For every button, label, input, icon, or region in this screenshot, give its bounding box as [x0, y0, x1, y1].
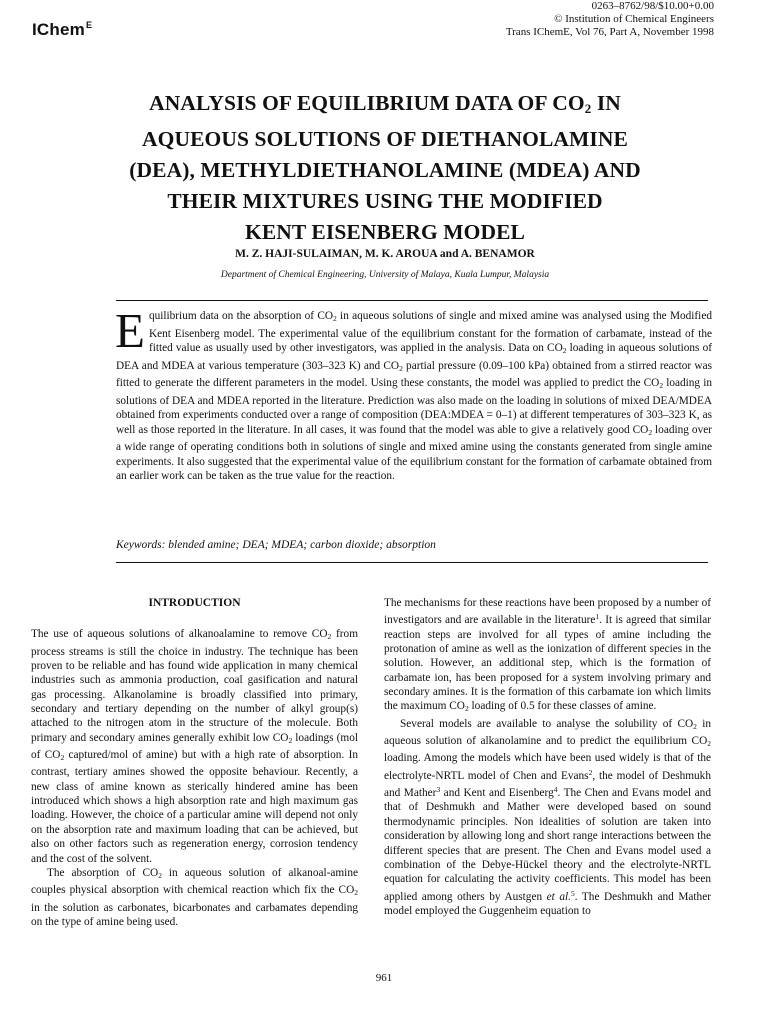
paper-title — [60, 88, 710, 248]
right-column — [384, 596, 711, 918]
title-line-2: AQUEOUS SOLUTIONS OF DIETHANOLAMINE — [142, 127, 628, 151]
page-number: 961 — [375, 972, 393, 984]
abstract-top-rule — [116, 300, 708, 301]
drop-cap: E — [115, 303, 145, 358]
intro-paragraph-4: Several models are available to analyse the solubility of $CO_2$ in aqueous solution of alkanolamine and to predict the equilibrium $CO_2$ loading. Among the models which have been used widely is that of the electrolyte-NRTL model of Chen and Evans$^2$, the model of Deshmukh and Mather$^3$ and Kent and Eisenberg$^4$. The Chen and Evans model and that of Deshmukh and Mather were developed based on sound thermodynamic principles. Non idealities of solution are taken into consideration by allowing long and short range interactions between the different species that are present. The Chen and Evans model used a combination of the Debye-Hückel theory and the electrolyte-NRTL equation for calculating the activity coefficients. This model has been applied among others by Austgen et al.$^5$. The Deshmukh and Mather model employed the Guggenheim equation to — [384, 717, 711, 917]
logo-text: IChem — [32, 20, 85, 39]
title-line-5: KENT EISENBERG MODEL — [245, 220, 525, 244]
affiliation: Department of Chemical Engineering, University of Malaya, Kuala Lumpur, Malaysia — [220, 270, 550, 280]
issn-line: 0263–8762/98/$10.00+0.00 — [591, 0, 714, 12]
abstract-bottom-rule — [116, 562, 708, 563]
logo-sup: E — [85, 20, 93, 30]
title-line-4: THEIR MIXTURES USING THE MODIFIED — [167, 189, 603, 213]
iche-logo — [32, 20, 92, 40]
copyright-line: © Institution of Chemical Engineers — [554, 13, 714, 25]
title-line-3: (DEA), METHYLDIETHANOLAMINE (MDEA) AND — [129, 158, 641, 182]
intro-paragraph-2: The absorption of $CO_2$ in aqueous solution of alkanoal-amine couples physical absorption with chemical reaction which fix the $CO_2$ in the solution as carbonates, bicarbonates and carbamates depending on the type of amine being used. — [31, 866, 358, 928]
keywords: Keywords: blended amine; DEA; MDEA; carbon dioxide; absorption — [116, 539, 436, 551]
publication-info — [506, 0, 714, 39]
section-heading-introduction: INTRODUCTION — [148, 597, 241, 609]
authors: M. Z. HAJI-SULAIMAN, M. K. AROUA and A. BENAMOR — [235, 248, 535, 260]
intro-paragraph-1: The use of aqueous solutions of alkanoalamine to remove $CO_2$ from process streams is still the choice in industry. The technique has been proven to be reliable and has found wide application in many chemical industries such as ammonia production, coal gasification and natural gas processing. Alkanolamine is broadly classified into primary, secondary and tertiary depending on the number of alkyl group(s) attached to the nitrogen atom in the structure of the molecule. Both primary and secondary amines generally exhibit low $CO_2$ loadings (mol of $CO_2$ captured/mol of amine) but with a high rate of absorption. In contrast, tertiary amines showed the opposite behaviour. Recently, a new class of amine known as sterically hindered amine has been introduced which shows a high absorption rate and high maximum gas loading. However, the choice of a particular amine will depend not only on the absorption rate and maximum loading that can be achieved, but also on other factors such as regeneration energy, corrosion tendency and the cost of the solvent. — [31, 628, 358, 865]
abstract: Equilibrium data on the absorption of $CO_2$ in aqueous solutions of single and mixed amine was analysed using the Modified Kent Eisenberg model. The experimental value of the equilibrium constant for the formation of carbamate, instead of the fitted value as usually used by other investigators, was applied in the analysis. Data on $CO_2$ loading in aqueous solutions of DEA and MDEA at various temperature (303–323 K) and $CO_2$ partial pressure (0.09–100 kPa) obtained from a stirred reactor was fitted to generate the different parameters in the model. Using these constants, the model was applied to predict the $CO_2$ loading in solutions of DEA and MDEA reported in the literature. Prediction was also made on the loading in solutions of mixed DEA/MDEA obtained from experiments conducted over a range of composition (DEA:MDEA = 0–1) at different temperatures of 303–323 K, as well as those reported in the literature. In all cases, it was found that the model was able to give a relatively good $CO_2$ loading over a wide range of operating conditions both in solutions of single and mixed amine using the constants generated from single amine experiments. It also suggested that the experimental value of the equilibrium constant for the formation of carbamate obtained from an earlier work can be taken as the true value for the reaction. — [115, 303, 712, 482]
left-column — [31, 596, 358, 929]
journal-line: Trans IChemE, Vol 76, Part A, November 1998 — [505, 26, 714, 38]
title-line-1: ANALYSIS OF EQUILIBRIUM DATA OF $CO_2$ IN — [149, 91, 621, 116]
intro-paragraph-3: The mechanisms for these reactions have been proposed by a number of investigators and are available in the literature$^1$. It is agreed that similar reaction steps are involved for all types of amine including the protonation of amine as well as the ionization of different species in the solution. However, an additional step, which is the formation of carbamate ion, has been proposed for a system involving primary and secondary amines. It is the formation of this carbamate ion which limits the maximum $CO_2$ loading of 0.5 for these classes of amine. — [384, 597, 711, 714]
